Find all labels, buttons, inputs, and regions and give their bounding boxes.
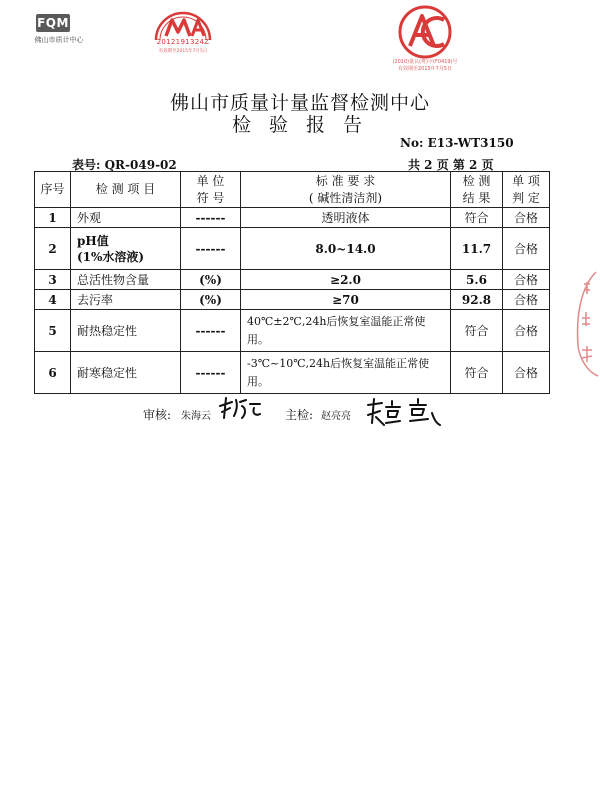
org-title: 佛山市质量计量监督检测中心 bbox=[169, 92, 430, 114]
row-verdict: 合格 bbox=[503, 290, 550, 310]
row-verdict: 合格 bbox=[503, 310, 550, 352]
row-unit: (%) bbox=[181, 290, 241, 310]
header-verdict-line1: 单 项 bbox=[512, 173, 540, 188]
row-verdict: 合格 bbox=[503, 208, 550, 228]
row-seq: 4 bbox=[35, 290, 71, 310]
row-seq: 3 bbox=[35, 270, 71, 290]
row-requirement: 8.0~14.0 bbox=[241, 228, 451, 270]
row-unit: ------ bbox=[181, 352, 241, 394]
header-unit-line1: 单 位 bbox=[196, 173, 225, 188]
header-result-line1: 检 测 bbox=[462, 173, 491, 188]
header-result bbox=[451, 172, 503, 208]
row-requirement-line2: 用。 bbox=[247, 332, 269, 346]
form-number: 表号: QR-049-02 bbox=[72, 158, 177, 172]
row-requirement: ≥2.0 bbox=[241, 270, 451, 290]
row-verdict: 合格 bbox=[503, 228, 550, 270]
row-result: 92.8 bbox=[451, 290, 503, 310]
cal-validity: 有效期至2015年7月5日 bbox=[397, 66, 453, 72]
row-item bbox=[71, 228, 181, 270]
report-title: 检 验 报 告 bbox=[231, 114, 369, 136]
header-verdict bbox=[503, 172, 550, 208]
table-row bbox=[35, 228, 550, 270]
row-item: 耐热稳定性 bbox=[71, 310, 181, 352]
table-row bbox=[35, 270, 550, 290]
reviewer-label: 审核: bbox=[143, 408, 172, 422]
table-row bbox=[35, 352, 550, 394]
table-row bbox=[35, 290, 550, 310]
row-requirement: 透明液体 bbox=[241, 208, 451, 228]
row-seq: 5 bbox=[35, 310, 71, 352]
row-seq: 1 bbox=[35, 208, 71, 228]
row-unit: ------ bbox=[181, 228, 241, 270]
header-unit bbox=[181, 172, 241, 208]
header-standard bbox=[241, 172, 451, 208]
table-row bbox=[35, 310, 550, 352]
table-header-row bbox=[35, 172, 550, 208]
cal-certificate-no: (2010)量认(粤)字(F0419)号 bbox=[392, 59, 458, 65]
fqm-center-name: 佛山市质计中心 bbox=[34, 36, 84, 44]
row-requirement bbox=[241, 352, 451, 394]
row-result: 11.7 bbox=[451, 228, 503, 270]
row-seq: 2 bbox=[35, 228, 71, 270]
inspection-table bbox=[34, 171, 550, 394]
row-requirement-line1: -3℃~10℃,24h后恢复室温能正常使 bbox=[247, 356, 430, 370]
cma-validity: 有效期至2015年7月5日 bbox=[158, 49, 208, 54]
table-row bbox=[35, 208, 550, 228]
row-item: 去污率 bbox=[71, 290, 181, 310]
row-item: 总活性物含量 bbox=[71, 270, 181, 290]
row-requirement bbox=[241, 310, 451, 352]
reviewer-name: 朱海云 bbox=[181, 411, 211, 422]
header-standard-line2: ( 碱性清洁剂) bbox=[308, 190, 383, 205]
row-requirement-line2: 用。 bbox=[247, 374, 269, 388]
header-seq: 序号 bbox=[35, 172, 71, 208]
row-unit: ------ bbox=[181, 208, 241, 228]
row-item-line2: (1%水溶液) bbox=[77, 249, 145, 264]
inspector-name: 赵亮亮 bbox=[321, 411, 351, 422]
row-seq: 6 bbox=[35, 352, 71, 394]
fqm-logo: FQM bbox=[37, 16, 69, 30]
row-item: 耐寒稳定性 bbox=[71, 352, 181, 394]
header-verdict-line2: 判 定 bbox=[512, 190, 540, 205]
row-result: 符合 bbox=[451, 208, 503, 228]
row-item: 外观 bbox=[71, 208, 181, 228]
row-verdict: 合格 bbox=[503, 352, 550, 394]
inspector-label: 主检: bbox=[285, 408, 314, 422]
header-standard-line1: 标 准 要 求 bbox=[315, 173, 376, 188]
row-result: 符合 bbox=[451, 310, 503, 352]
row-result: 5.6 bbox=[451, 270, 503, 290]
cal-seal-icon bbox=[392, 4, 458, 60]
row-unit: ------ bbox=[181, 310, 241, 352]
report-number: No: E13-WT3150 bbox=[400, 136, 514, 150]
header-unit-line2: 符 号 bbox=[196, 190, 225, 205]
reviewer-signature-icon bbox=[216, 394, 264, 424]
row-item-line1: pH值 bbox=[77, 233, 109, 248]
header-result-line2: 结 果 bbox=[462, 190, 491, 205]
row-requirement: ≥70 bbox=[241, 290, 451, 310]
cma-number: 2012191324Z bbox=[156, 38, 210, 46]
row-unit: (%) bbox=[181, 270, 241, 290]
inspector-signature-icon bbox=[364, 395, 442, 429]
page-indicator: 共 2 页 第 2 页 bbox=[408, 158, 494, 172]
row-result: 符合 bbox=[451, 352, 503, 394]
header-item: 检 测 项 目 bbox=[71, 172, 181, 208]
row-verdict: 合格 bbox=[503, 270, 550, 290]
row-requirement-line1: 40℃±2℃,24h后恢复室温能正常使 bbox=[247, 314, 426, 328]
edge-stamp-icon bbox=[566, 268, 600, 378]
